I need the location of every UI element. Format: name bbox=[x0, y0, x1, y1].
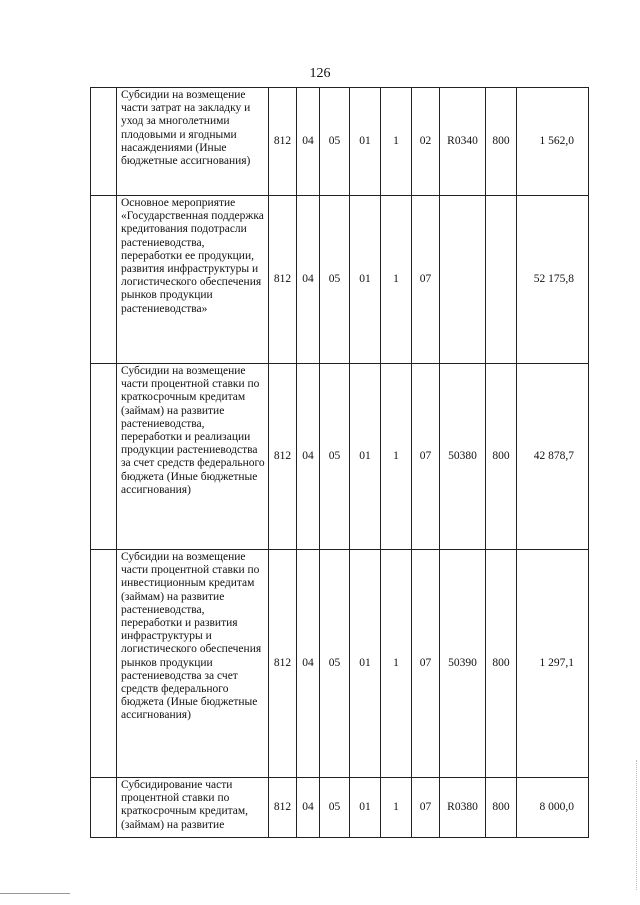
subprogram-code-cell: 1 bbox=[381, 778, 412, 838]
event-code-cell: 07 bbox=[412, 550, 440, 778]
subprogram-code-cell: 1 bbox=[381, 196, 412, 364]
subsection-code-cell: 05 bbox=[320, 88, 350, 196]
subprogram-code-cell: 1 bbox=[381, 88, 412, 196]
subsection-code-cell: 05 bbox=[320, 550, 350, 778]
table-row bbox=[91, 88, 589, 196]
expense-type-cell: 800 bbox=[486, 88, 517, 196]
program-code-cell: 01 bbox=[350, 778, 381, 838]
row-number-cell bbox=[91, 550, 117, 778]
item-name-cell: Субсидии на возмещение части процентной ставки по краткосрочным кредитам (займам) на развитие растениеводства, переработки и реализации продукции растениеводства за счет средств федерального бюджета (Иные бюджетные ассигнования) bbox=[117, 364, 269, 550]
amount-cell: 52 175,8 bbox=[517, 196, 589, 364]
subprogram-code-cell: 1 bbox=[381, 364, 412, 550]
row-number-cell bbox=[91, 364, 117, 550]
ministry-code-cell: 812 bbox=[269, 88, 297, 196]
row-number-cell bbox=[91, 778, 117, 838]
program-code-cell: 01 bbox=[350, 196, 381, 364]
ministry-code-cell: 812 bbox=[269, 364, 297, 550]
expense-type-cell: 800 bbox=[486, 778, 517, 838]
program-code-cell: 01 bbox=[350, 364, 381, 550]
program-code-cell: 01 bbox=[350, 88, 381, 196]
event-code-cell: 07 bbox=[412, 778, 440, 838]
ministry-code-cell: 812 bbox=[269, 778, 297, 838]
amount-cell: 1 562,0 bbox=[517, 88, 589, 196]
row-number-cell bbox=[91, 196, 117, 364]
program-code-cell: 01 bbox=[350, 550, 381, 778]
table-row bbox=[91, 778, 589, 838]
table-row bbox=[91, 550, 589, 778]
expense-type-cell bbox=[486, 196, 517, 364]
item-name-cell: Субсидирование части процентной ставки по краткосрочным кредитам, (займам) на развитие bbox=[117, 778, 269, 838]
row-number-cell bbox=[91, 88, 117, 196]
footer-rule bbox=[0, 893, 70, 894]
section-code-cell: 04 bbox=[297, 778, 320, 838]
item-name-cell: Субсидии на возмещение части затрат на закладку и уход за многолетними плодовыми и ягодными насаждениями (Иные бюджетные ассигнования) bbox=[117, 88, 269, 196]
target-code-cell: 50390 bbox=[440, 550, 486, 778]
subsection-code-cell: 05 bbox=[320, 196, 350, 364]
section-code-cell: 04 bbox=[297, 88, 320, 196]
budget-table bbox=[90, 87, 589, 838]
target-code-cell bbox=[440, 196, 486, 364]
amount-cell: 1 297,1 bbox=[517, 550, 589, 778]
table-row bbox=[91, 196, 589, 364]
item-name-cell: Субсидии на возмещение части процентной ставки по инвестиционным кредитам (займам) на развитие растениеводства, переработки и развития инфраструктуры и логистического обеспечения рынков продукции растениеводства за счет средств федерального бюджета (Иные бюджетные ассигнования) bbox=[117, 550, 269, 778]
event-code-cell: 02 bbox=[412, 88, 440, 196]
page-number: 126 bbox=[309, 66, 331, 81]
section-code-cell: 04 bbox=[297, 550, 320, 778]
ministry-code-cell: 812 bbox=[269, 196, 297, 364]
scan-edge-mark bbox=[636, 760, 638, 890]
table-body bbox=[91, 88, 589, 838]
amount-cell: 8 000,0 bbox=[517, 778, 589, 838]
amount-cell: 42 878,7 bbox=[517, 364, 589, 550]
event-code-cell: 07 bbox=[412, 364, 440, 550]
subsection-code-cell: 05 bbox=[320, 778, 350, 838]
expense-type-cell: 800 bbox=[486, 550, 517, 778]
target-code-cell: R0380 bbox=[440, 778, 486, 838]
subsection-code-cell: 05 bbox=[320, 364, 350, 550]
section-code-cell: 04 bbox=[297, 196, 320, 364]
ministry-code-cell: 812 bbox=[269, 550, 297, 778]
item-name-cell: Основное мероприятие «Государственная поддержка кредитования подотрасли растениеводства, переработки ее продукции, развития инфраструктуры и логистического обеспечения рынков продукции растениеводства» bbox=[117, 196, 269, 364]
table-row bbox=[91, 364, 589, 550]
expense-type-cell: 800 bbox=[486, 364, 517, 550]
target-code-cell: R0340 bbox=[440, 88, 486, 196]
subprogram-code-cell: 1 bbox=[381, 550, 412, 778]
event-code-cell: 07 bbox=[412, 196, 440, 364]
section-code-cell: 04 bbox=[297, 364, 320, 550]
target-code-cell: 50380 bbox=[440, 364, 486, 550]
